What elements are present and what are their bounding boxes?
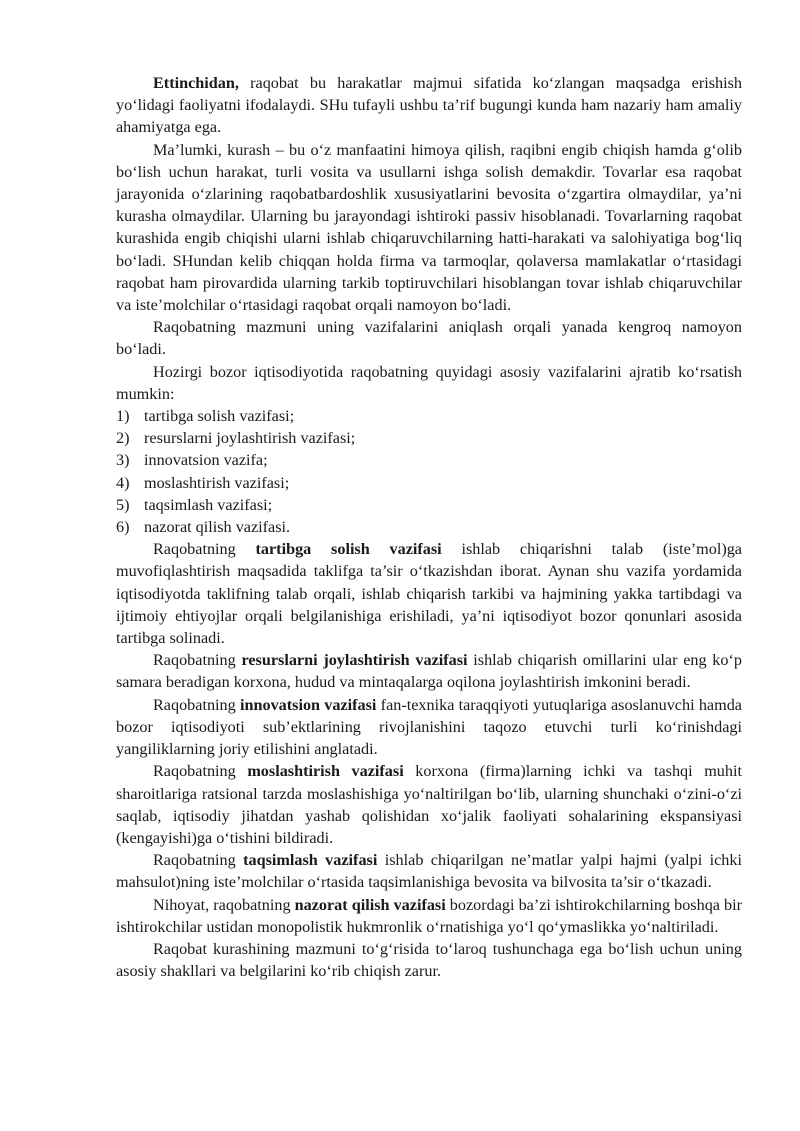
bold-term: taqsimlash vazifasi — [243, 851, 378, 870]
paragraph-text: ishlab chiqarish omillarini ular eng ko‘p samara beradigan korxona, hudud va mintaqalarga oqilona joylashtirish imkonini beradi. — [116, 651, 742, 692]
paragraph-innovatsion — [116, 694, 742, 761]
paragraph-text: Raqobatning — [153, 540, 256, 559]
list-text: resurslarni joylashtirish vazifasi; — [144, 429, 356, 448]
paragraph-intro — [116, 72, 742, 139]
list-number: 5) — [116, 495, 130, 514]
list-text: nazorat qilish vazifasi. — [144, 518, 291, 537]
list-text: moslashtirish vazifasi; — [144, 473, 290, 492]
paragraph-vazifalar: Hozirgi bozor iqtisodiyotida raqobatning quyidagi asosiy vazifalarini ajratib ko‘rsatish mumkin: — [116, 362, 742, 403]
paragraph-nazorat — [116, 894, 742, 938]
bold-term: tartibga solish vazifasi — [255, 540, 442, 559]
paragraph-resurslar — [116, 649, 742, 693]
paragraph-text: bozordagi ba’zi ishtirokchilarning boshqa bir ishtirokchilar ustidan monopolistik hukmronlik o‘rnatishiga yo‘l qo‘ymaslikka yo‘naltiriladi. — [116, 895, 743, 936]
list-item — [116, 449, 742, 471]
bold-term: innovatsion vazifasi — [239, 695, 377, 714]
paragraph-taqsimlash — [116, 849, 742, 893]
paragraph-moslashtirish — [116, 760, 742, 849]
paragraph-kurash: Ma’lumki, kurash – bu o‘z manfaatini himoya qilish, raqibni engib chiqish hamda g‘olib bo‘lish uchun harakat, turli vosita va usullarni ishga solish demakdir. Tovarlar esa raqobat jarayonida o‘zlarining raqobatbardoshlik xususiyatlarini bevosita o‘zgartira olmaydilar, ya’ni kurasha olmaydilar. Ularning bu jarayondagi ishtiroki passiv hisoblanadi. Tovarlarning raqobat kurashida engib chiqishi ularni ishlab chiqaruvchilarning hatti-harakati va salohiyatiga bog‘liq bo‘ladi. SHundan kelib chiqqan holda firma va tarmoqlar, qolaversa mamlakatlar o‘rtasidagi raqobat ham pirovardida ularning tarkib toptiruvchilari hisoblangan tovar ishlab chiqaruvchilar va iste’molchilar o‘rtasidagi raqobat orqali namoyon bo‘ladi. — [116, 140, 742, 315]
paragraph-text: ishlab chiqarishni talab (iste’mol)ga muvofiqlashtirish maqsadida taklifga ta’sir o‘tkazishdan iborat. Aynan shu vazifa yordamida iqtisodiyotda taklifning talab orqali, ishlab chiqarish tarkibi va hajmining yakka tartibdagi va ijtimoiy ehtiyojlar orqali belgilanishiga erishiladi, ya’ni iqtisodiyot bozor qonunlari asosida tartibga solinadi. — [116, 540, 742, 648]
list-text: taqsimlash vazifasi; — [144, 495, 273, 514]
paragraph-text: Raqobatning — [153, 762, 248, 781]
list-item — [116, 427, 742, 449]
list-number: 3) — [116, 451, 130, 470]
paragraph-conclusion: Raqobat kurashining mazmuni to‘g‘risida to‘laroq tushunchaga ega bo‘lish uchun uning asosiy shakllari va belgilarini ko‘rib chiqish zarur. — [116, 939, 742, 981]
list-number: 1) — [116, 407, 130, 426]
paragraph-text: fan-texnika taraqqiyoti yutuqlariga asoslanuvchi hamda bozor iqtisodiyoti sub’ektlarining rivojlanishini taqozo etuvchi turli ko‘rinishdagi yangiliklarning joriy etilishini anglatadi. — [116, 695, 742, 759]
list-item — [116, 516, 742, 538]
bold-term: Ettinchidan, — [153, 74, 239, 92]
list-text: tartibga solish vazifasi; — [144, 407, 295, 426]
functions-list — [116, 405, 742, 538]
list-text: innovatsion vazifa; — [144, 451, 268, 470]
paragraph-text: Raqobatning — [153, 695, 240, 714]
list-item — [116, 405, 742, 427]
bold-term: moslashtirish vazifasi — [247, 762, 404, 781]
bold-term: nazorat qilish vazifasi — [294, 895, 446, 914]
paragraph-text: Raqobatning — [153, 851, 244, 870]
list-number: 6) — [116, 518, 130, 537]
list-item — [116, 494, 742, 516]
paragraph-text: raqobat bu harakatlar majmui sifatida ko‘zlangan maqsadga erishish yo‘lidagi faoliyatni ifodalaydi. SHu tufayli ushbu ta’rif bugungi kunda ham nazariy ham amaliy ahamiyatga ega. — [116, 74, 742, 137]
list-number: 4) — [116, 473, 130, 492]
paragraph-text: korxona (firma)larning ichki va tashqi muhit sharoitlariga ratsional tarzda moslashishiga yo‘naltirilgan bo‘lib, ularning shunchaki o‘zini-o‘zi saqlab, iqtisodiy jihatdan yashab qolishidan xo‘jalik faoliyati sohalarining ekspansiyasi (kengayishi)ga o‘tishini bildiradi. — [116, 762, 742, 847]
paragraph-text: ishlab chiqarilgan ne’matlar yalpi hajmi (yalpi ichki mahsulot)ning iste’molchilar o‘rtasida taqsimlanishiga bevosita va bilvosita ta’sir o‘tkazadi. — [116, 851, 742, 892]
list-item — [116, 472, 742, 494]
paragraph-mazmun: Raqobatning mazmuni uning vazifalarini aniqlash orqali yanada kengroq namoyon bo‘ladi. — [116, 318, 742, 359]
paragraph-text: Raqobatning — [153, 651, 242, 670]
bold-term: resurslarni joylashtirish vazifasi — [241, 651, 468, 670]
paragraph-text: Nihoyat, raqobatning — [153, 895, 295, 914]
list-number: 2) — [116, 429, 130, 448]
paragraph-tartibga-solish — [116, 538, 742, 649]
